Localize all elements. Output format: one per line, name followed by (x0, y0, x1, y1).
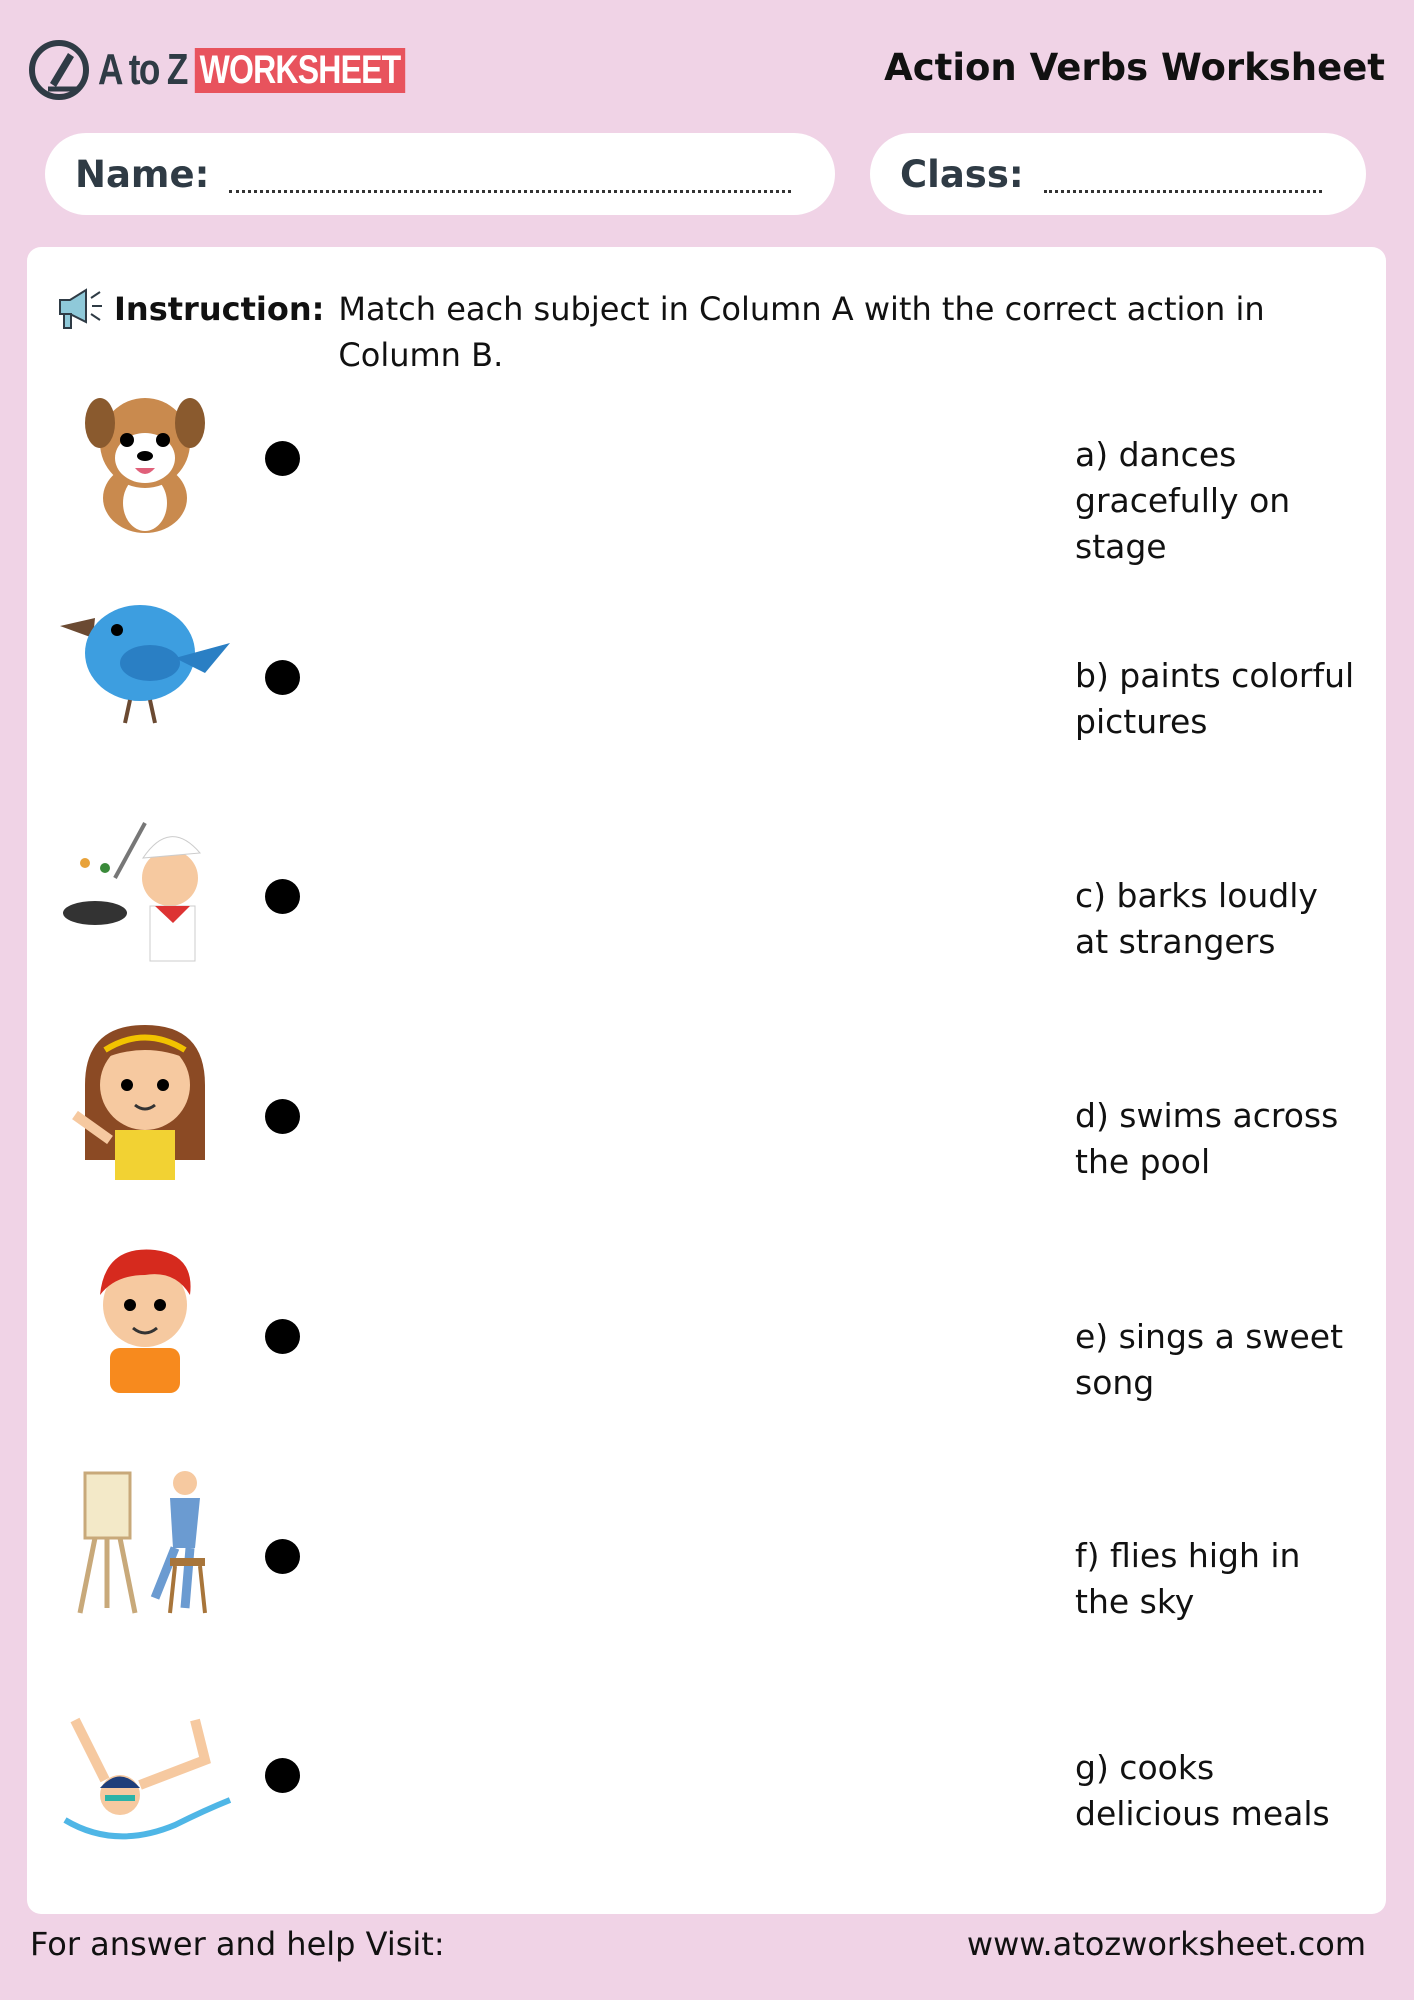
name-label: Name: (75, 152, 210, 196)
match-dot-6[interactable] (265, 1539, 300, 1574)
boy-icon (55, 1240, 235, 1400)
answer-c: c) barks loudly at strangers (1075, 876, 1318, 961)
instruction (56, 286, 1338, 378)
pen-circle-icon (28, 39, 90, 101)
logo-text: A to Z (98, 45, 187, 94)
answer-g: g) cooks delicious meals (1075, 1748, 1330, 1833)
name-field[interactable] (45, 133, 835, 215)
megaphone-icon (56, 286, 104, 332)
painter-icon (55, 1458, 235, 1618)
instruction-label: Instruction: (114, 290, 325, 328)
match-dot-2[interactable] (265, 660, 300, 695)
answer-b: b) paints colorful pictures (1075, 656, 1355, 741)
logo-badge: WORKSHEET (195, 48, 405, 93)
match-dot-1[interactable] (265, 441, 300, 476)
class-line[interactable] (1044, 169, 1322, 193)
logo (28, 38, 482, 102)
footer-website-link[interactable]: www.atozworksheet.com (966, 1925, 1366, 1963)
answer-a: a) dances gracefully on stage (1075, 435, 1291, 566)
answer-d: d) swims across the pool (1075, 1096, 1339, 1181)
name-line[interactable] (229, 169, 791, 193)
chef-icon (55, 808, 235, 968)
instruction-text: Match each subject in Column A with the correct action in Column B. (338, 290, 1265, 374)
match-dot-4[interactable] (265, 1099, 300, 1134)
match-dot-5[interactable] (265, 1319, 300, 1354)
answer-f: f) flies high in the sky (1075, 1536, 1301, 1621)
match-dot-7[interactable] (265, 1758, 300, 1793)
footer-help-text: For answer and help Visit: (30, 1925, 445, 1963)
girl-icon (55, 1020, 235, 1180)
page-title: Action Verbs Worksheet (884, 46, 1385, 89)
swimmer-icon (55, 1700, 235, 1860)
class-field[interactable] (870, 133, 1366, 215)
dog-icon (55, 378, 235, 538)
bird-icon (55, 588, 235, 748)
class-label: Class: (900, 152, 1024, 196)
answer-e: e) sings a sweet song (1075, 1317, 1344, 1402)
match-dot-3[interactable] (265, 879, 300, 914)
